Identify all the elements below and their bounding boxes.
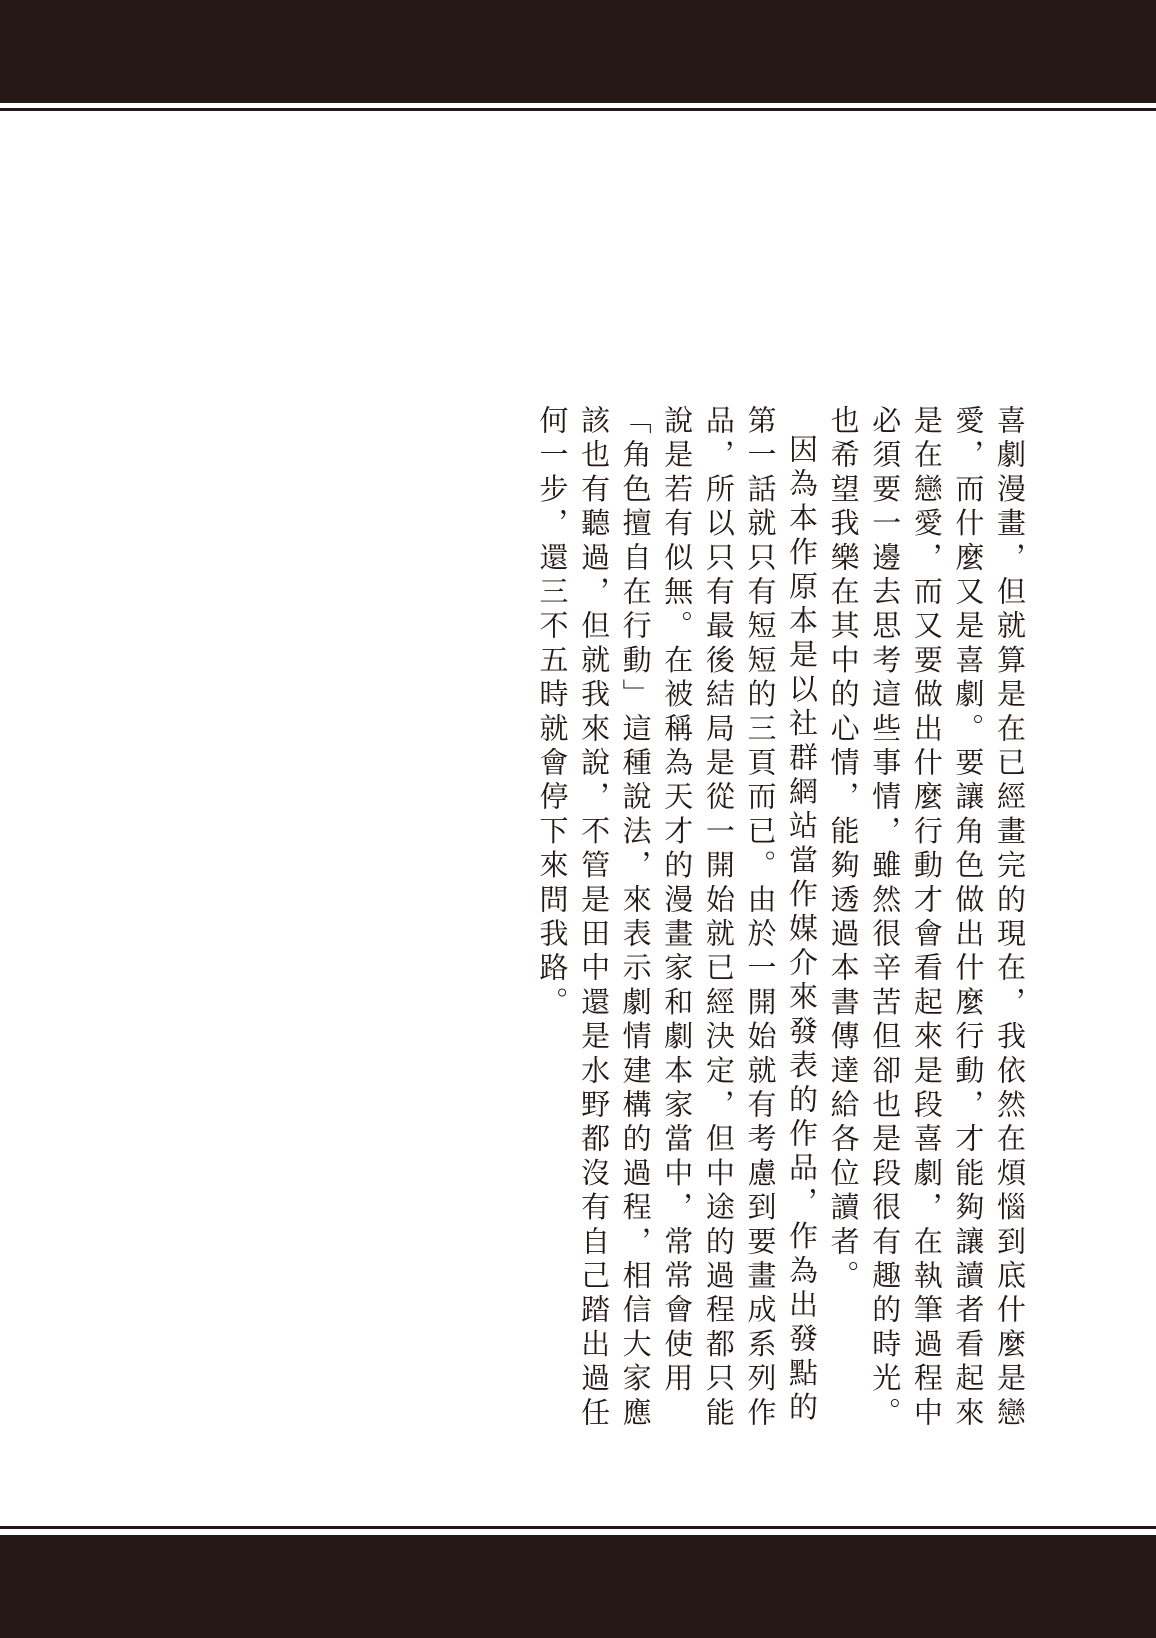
top-band (0, 0, 1156, 103)
body-text (531, 405, 1030, 1445)
paragraph-1: 喜劇漫畫，但就算是在已經畫完的現在，我依然在煩惱到底什麼是戀愛，而什麼又是喜劇。要讓角色做出什麼行動，才能夠讓讀者看起來是在戀愛，而又要做出什麼行動才會看起來是段喜劇，在執筆過程中必須要一邊去思考這些事情，雖然很辛苦但卻也是段很有趣的時光。也希望我樂在其中的心情，能夠透過本書傳達給各位讀者。 (826, 405, 1027, 1431)
paragraph-2: 因為本作原本是以社群網站當作媒介來發表的作品，作為出發點的第一話就只有短短的三頁而已。由於一開始就有考慮到要畫成系列作品，所以只有最後結局是從一開始就已經決定，但中途的過程都只能說是若有似無。在被稱為天才的漫畫家和劇本家當中，常常會使用「角色擅自在行動」這種說法，來表示劇情建構的過程，相信大家應該也有聽過，但就我來說，不管是田中還是水野都沒有自己踏出過任何一步，還三不五時就會停下來問我路。 (535, 405, 820, 1431)
bottom-band (0, 1535, 1156, 1638)
bottom-rule (0, 1526, 1156, 1529)
top-rule (0, 108, 1156, 111)
